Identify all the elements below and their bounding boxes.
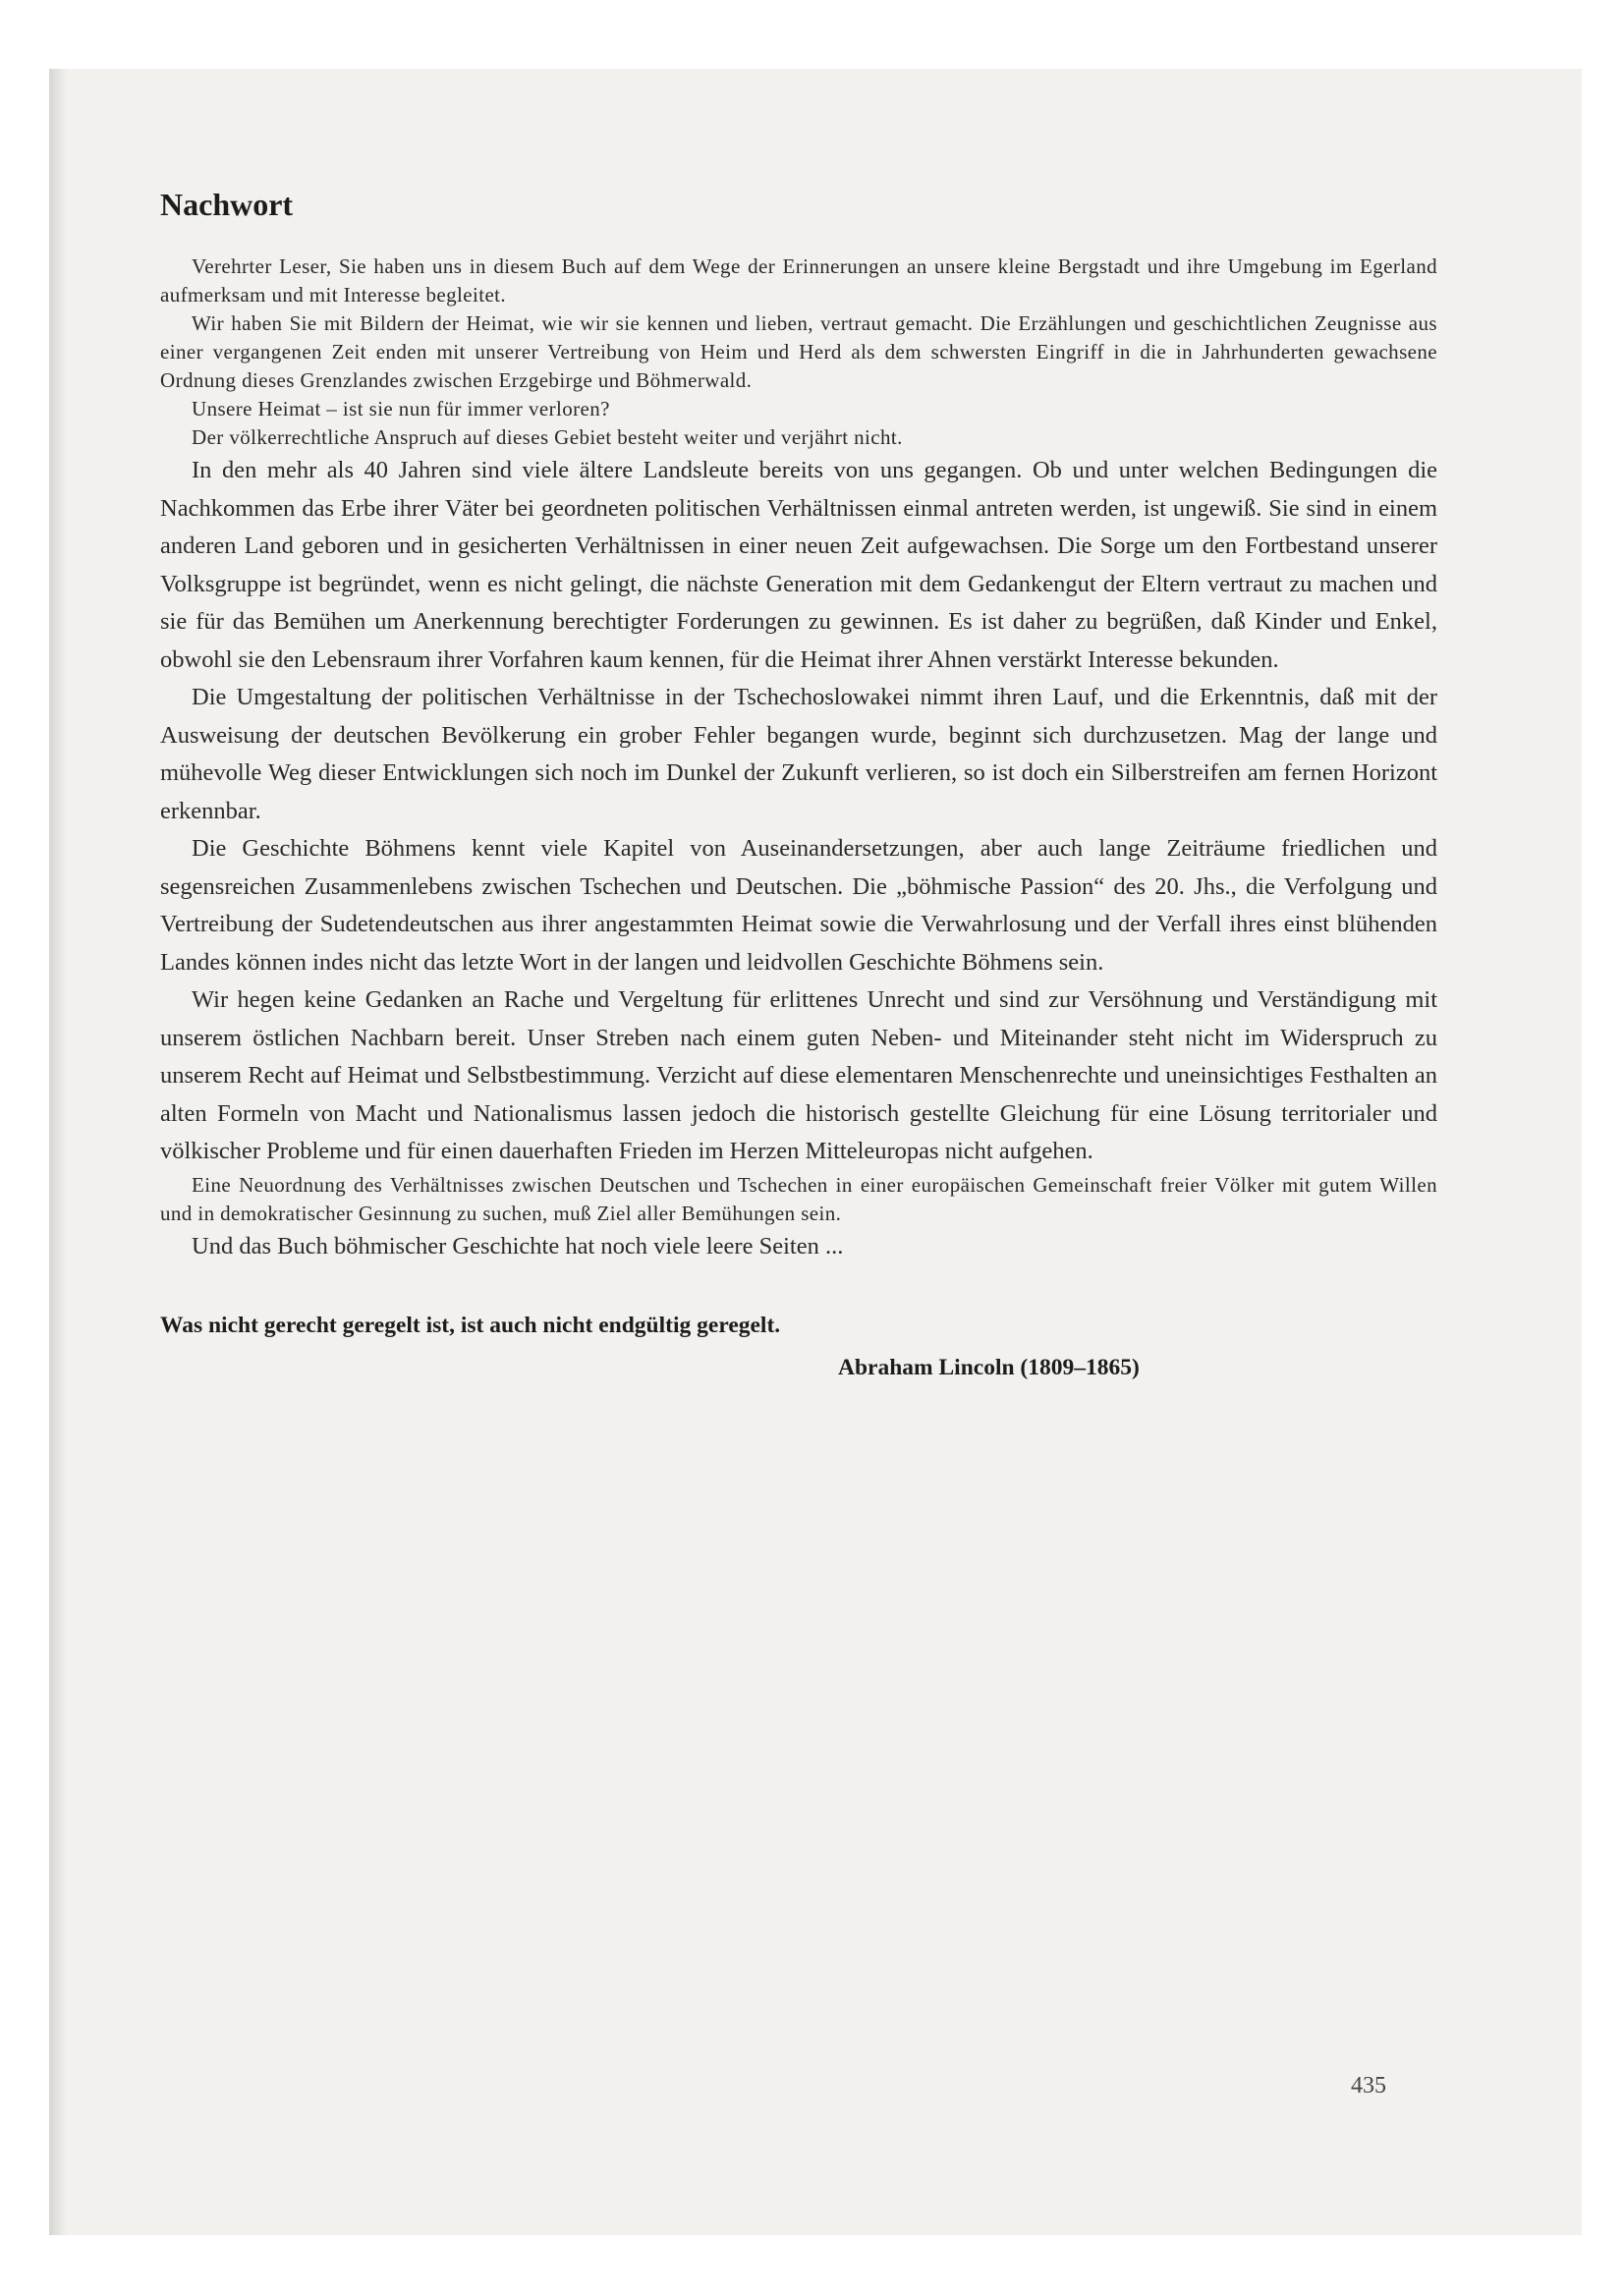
chapter-heading: Nachwort xyxy=(160,187,294,222)
paragraph-body-4: Wir hegen keine Gedanken an Rache und Vergeltung für erlittenes Unrecht und sind zur Versöhnung und Verständigung mit unserem östlichen Nachbarn bereit. Unser Streben nach einem guten Neben- und Miteinander steht nicht im Widerspruch zu unserem Recht auf Heimat und Selbstbestimmung. Verzicht auf diese elementaren Menschenrechte und uneinsichtiges Festhalten an alten Formeln von Macht und Nationalismus lassen jedoch die historisch gestellte Gleichung für eine Lösung territorialer und völkischer Probleme und für einen dauerhaften Frieden im Herzen Mitteleuropas nicht aufgehen. xyxy=(160,986,1437,1164)
page-number: 435 xyxy=(1351,2073,1386,2099)
paragraph-body-2: Die Umgestaltung der politischen Verhältnisse in der Tschechoslowakei nimmt ihren Lauf, und die Erkenntnis, daß mit der Ausweisung der deutschen Bevölkerung ein grober Fehler begangen wurde, beginnt sich durchzusetzen. Mag der lange und mühevolle Weg dieser Entwicklungen sich noch im Dunkel der Zukunft verlieren, so ist doch ein Silberstreifen am fernen Horizont erkennbar. xyxy=(160,684,1437,824)
paragraph-intro-3: Unsere Heimat – ist sie nun für immer verloren? xyxy=(192,397,610,420)
paragraph-intro-4: Der völkerrechtliche Anspruch auf dieses Gebiet besteht weiter und verjährt nicht. xyxy=(192,425,903,449)
paragraph-final: Und das Buch böhmischer Geschichte hat noch viele leere Seiten ... xyxy=(192,1232,844,1260)
paragraph-closing: Eine Neuordnung des Verhältnisses zwischen Deutschen und Tschechen in einer europäischen Gemeinschaft freier Völker mit gutem Willen und in demokratischer Gesinnung zu suchen, muß Ziel aller Bemühungen sein. xyxy=(160,1172,1437,1225)
book-page xyxy=(49,69,1582,2235)
page-content xyxy=(160,187,1437,1381)
scan-margin xyxy=(0,0,49,2296)
paragraph-body-3: Die Geschichte Böhmens kennt viele Kapitel von Auseinandersetzungen, aber auch lange Zeiträume friedlichen und segensreichen Zusammenlebens zwischen Tschechen und Deutschen. Die „böhmische Passion“ des 20. Jhs., die Verfolgung und Vertreibung der Sudetendeutschen aus ihrer angestammten Heimat sowie die Verwahrlosung und der Verfall ihres einst blühenden Landes können indes nicht das letzte Wort in der langen und leidvollen Geschichte Böhmens sein. xyxy=(160,835,1437,976)
closing-quote: Was nicht gerecht geregelt ist, ist auch nicht endgültig geregelt. xyxy=(160,1313,781,1338)
paragraph-intro-1: Verehrter Leser, Sie haben uns in diesem Buch auf dem Wege der Erinnerungen an unsere kleine Bergstadt und ihre Umgebung im Egerland aufmerksam und mit Interesse begleitet. xyxy=(160,254,1437,307)
paragraph-intro-2: Wir haben Sie mit Bildern der Heimat, wie wir sie kennen und lieben, vertraut gemacht. Die Erzählungen und geschichtlichen Zeugnisse aus einer vergangenen Zeit enden mit unserer Vertreibung von Heim und Herd als dem schwersten Eingriff in die in Jahrhunderten gewachsene Ordnung dieses Grenzlandes zwischen Erzgebirge und Böhmerwald. xyxy=(160,311,1437,392)
paragraph-body-1: In den mehr als 40 Jahren sind viele ältere Landsleute bereits von uns gegangen. Ob und unter welchen Bedingungen die Nachkommen das Erbe ihrer Väter bei geordneten politischen Verhältnissen einmal antreten werden, ist ungewiß. Sie sind in einem anderen Land geboren und in gesicherten Verhältnissen in einer neuen Zeit aufgewachsen. Die Sorge um den Fortbestand unserer Volksgruppe ist begründet, wenn es nicht gelingt, die nächste Generation mit dem Gedankengut der Eltern vertraut zu machen und sie für das Bemühen um Anerkennung berechtigter Forderungen zu gewinnen. Es ist daher zu begrüßen, daß Kinder und Enkel, obwohl sie den Lebensraum ihrer Vorfahren kaum kennen, für die Heimat ihrer Ahnen verstärkt Interesse bekunden. xyxy=(160,457,1437,673)
quote-author: Abraham Lincoln (1809–1865) xyxy=(838,1355,1140,1380)
page-gutter-shadow xyxy=(49,69,67,2235)
